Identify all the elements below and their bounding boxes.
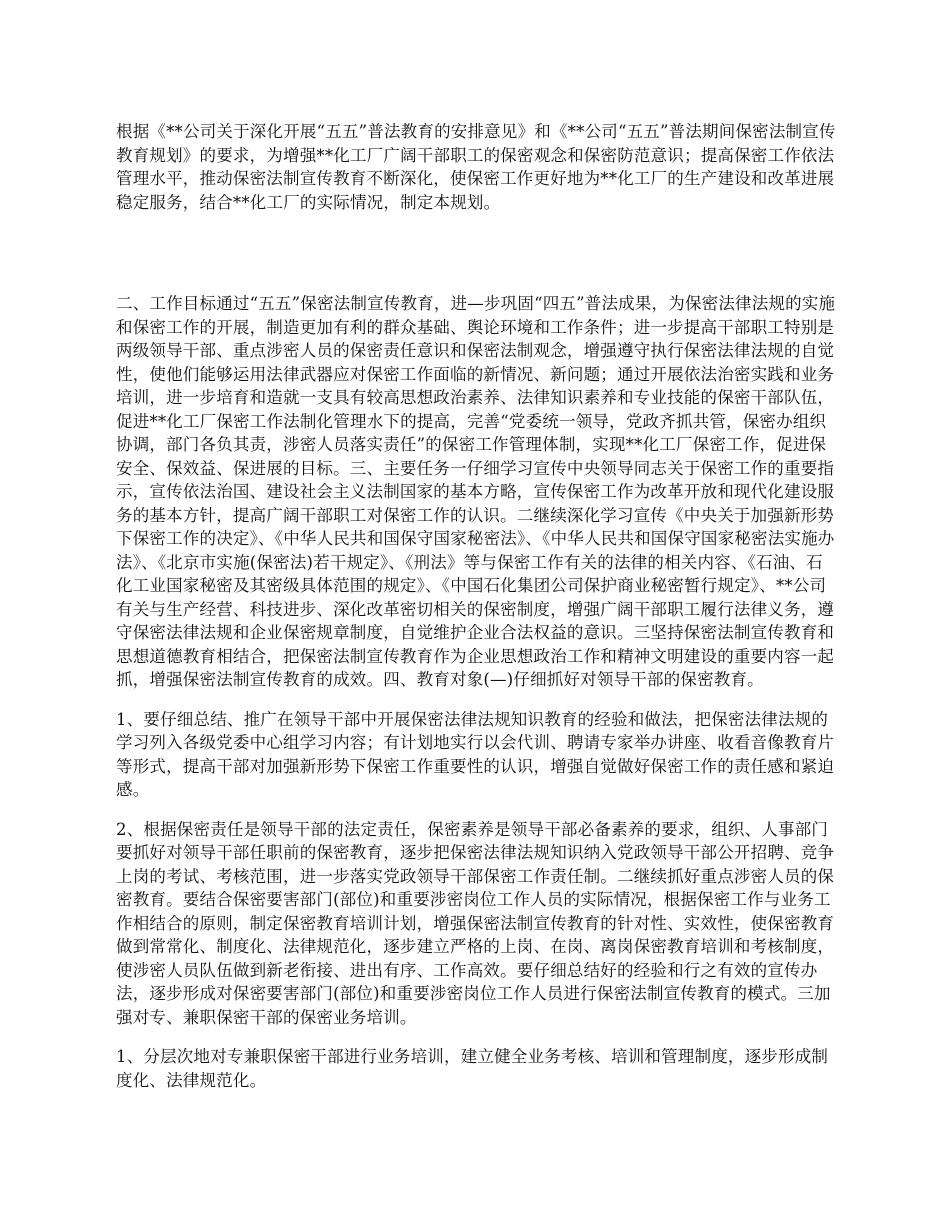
paragraph-goals-tasks: 二、工作目标通过“五五”保密法制宣传教育，进—步巩固“四五”普法成果，为保密法律法规的实施和保密工作的开展，制造更加有利的群众基础、舆论环境和工作条件；进一步提高干部职工特别是两级领导干部、重点涉密人员的保密责任意识和保密法制观念，增强遵守执行保密法律法规的自觉性，使他们能够运用法律武器应对保密工作面临的新情况、新问题；通过开展依法治密实践和业务培训，进一步培育和造就一支具有较高思想政治素养、法律知识素养和专业技能的保密干部队伍，促进**化工厂保密工作法制化管理水下的提高，完善“党委统一领导，党政齐抓共管，保密办组织协调，部门各负其责，涉密人员落实责任”的保密工作管理体制，实现**化工厂保密工作，促进保安全、保效益、保进展的目标。三、主要任务一仔细学习宣传中央领导同志关于保密工作的重要指示，宣传依法治国、建设社会主义法制国家的基本方略，宣传保密工作为改革开放和现代化建设服务的基本方针，提高广阔干部职工对保密工作的认识。二继续深化学习宣传《中央关于加强新形势下保密工作的决定》、《中华人民共和国保守国家秘密法》、《中华人民共和国保守国家秘密法实施办法》、《北京市实施(保密法)若干规定》、《刑法》等与保密工作有关的法律的相关内容、《石油、石化工业国家秘密及其密级具体范围的规定》、《中国石化集团公司保护商业秘密暂行规定》、**公司有关与生产经营、科技进步、深化改革密切相关的保密制度，增强广阔干部职工履行法律义务，遵守保密法律法规和企业保密规章制度，自觉维护企业合法权益的意识。三坚持保密法制宣传教育和思想道德教育相结合，把保密法制宣传教育作为企业思想政治工作和精神文明建设的重要内容一起抓，增强保密法制宣传教育的成效。四、教育对象(—)仔细抓好对领导干部的保密教育。 xyxy=(116,294,836,689)
paragraph-spacer xyxy=(116,214,836,292)
paragraph-intro: 根据《**公司关于深化开展“五五”普法教育的安排意见》和《**公司“五五”普法期间保密法制宣传教育规划》的要求，为增强**化工厂广阔干部职工的保密观念和保密防范意识；提高保密工作依法管理水平，推动保密法制宣传教育不断深化，使保密工作更好地为**化工厂的生产建设和改革进展稳定服务，结合**化工厂的实际情况，制定本规划。 xyxy=(116,122,836,212)
paragraph-responsibility: 2、根据保密责任是领导干部的法定责任，保密素养是领导干部必备素养的要求，组织、人事部门要抓好对领导干部任职前的保密教育，逐步把保密法律法规知识纳入党政领导干部公开招聘、竞争上岗的考试、考核范围，进一步落实党政领导干部保密工作责任制。二继续抓好重点涉密人员的保密教育。要结合保密要害部门(部位)和重要涉密岗位工作人员的实际情况，根据保密工作与业务工作相结合的原则，制定保密教育培训计划，增强保密法制宣传教育的针对性、实效性，使保密教育做到常常化、制度化、法律规范化，逐步建立严格的上岗、在岗、离岗保密教育培训和考核制度，使涉密人员队伍做到新老衔接、进出有序、工作高效。要仔细总结好的经验和行之有效的宣传办法，逐步形成对保密要害部门(部位)和重要涉密岗位工作人员进行保密法制宣传教育的模式。三加强对专、兼职保密干部的保密业务培训。 xyxy=(116,819,835,1027)
paragraph-training: 1、分层次地对专兼职保密干部进行业务培训，建立健全业务考核、培训和管理制度，逐步形成制度化、法律规范化。 xyxy=(116,1047,829,1090)
document-body xyxy=(116,120,836,1108)
paragraph-leader-education: 1、要仔细总结、推广在领导干部中开展保密法律法规知识教育的经验和做法，把保密法律法规的学习列入各级党委中心组学习内容；有计划地实行以会代训、聘请专家举办讲座、收看音像教育片等形式，提高干部对加强新形势下保密工作重要性的认识，增强自觉做好保密工作的责任感和紧迫感。 xyxy=(116,709,835,799)
